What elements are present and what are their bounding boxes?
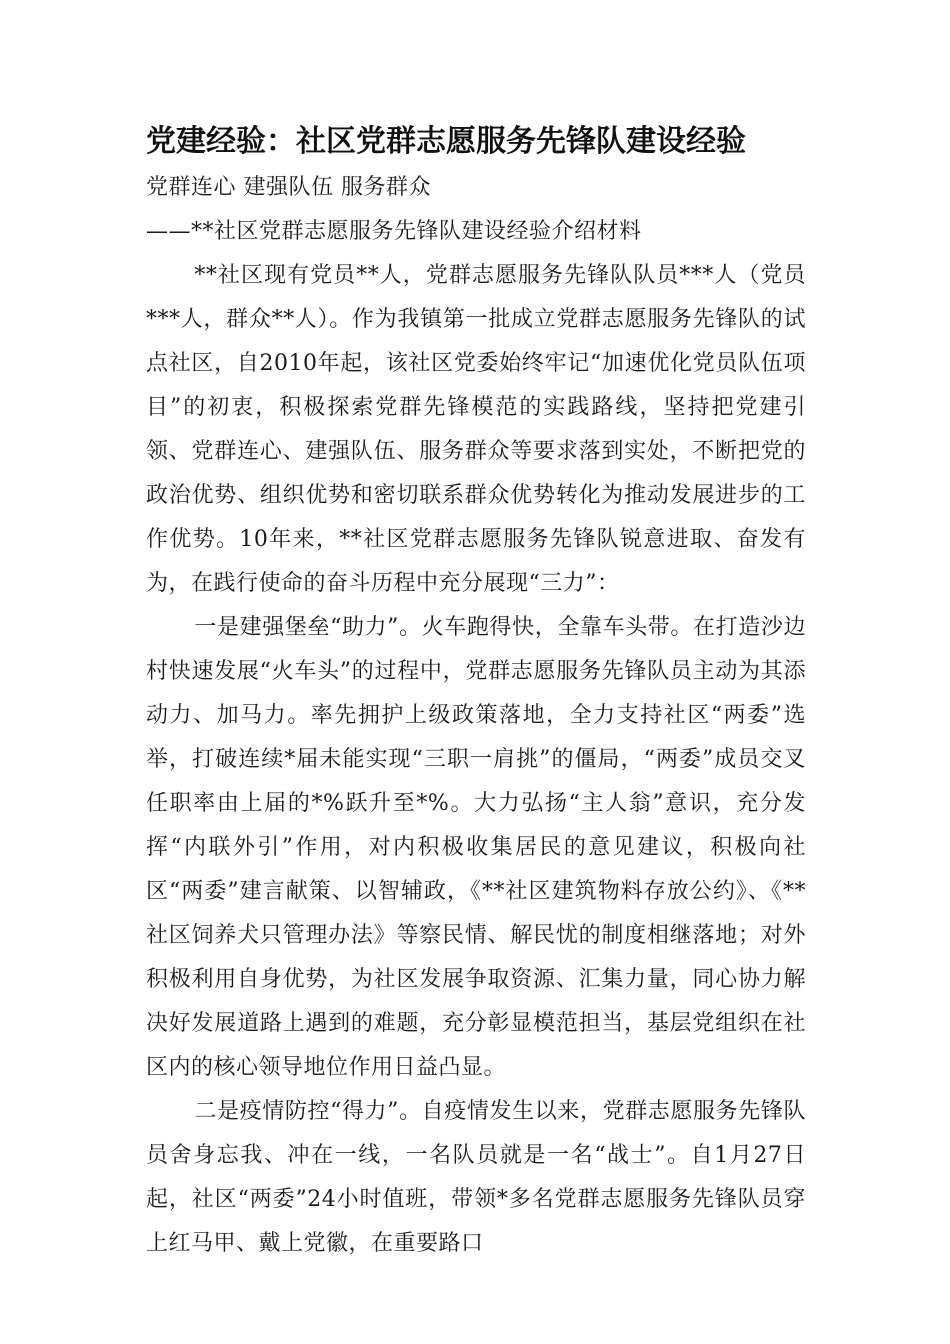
document-byline: ——**社区党群志愿服务先锋队建设经验介绍材料 bbox=[146, 219, 642, 244]
document-title: 党建经验：社区党群志愿服务先锋队建设经验 bbox=[146, 124, 746, 159]
document-subtitle: 党群连心 建强队伍 服务群众 bbox=[146, 175, 431, 200]
document-body bbox=[146, 166, 806, 1266]
paragraph-point-two: 二是疫情防控“得力”。自疫情发生以来，党群志愿服务先锋队员舍身忘我、冲在一线，一名队员就是一名“战士”。自1月27日起，社区“两委”24小时值班，带领*多名党群志愿服务先锋队员穿上红马甲、戴上党徽，在重要路口 bbox=[146, 1099, 806, 1256]
paragraph-intro: **社区现有党员**人，党群志愿服务先锋队队员***人（党员***人，群众**人）。作为我镇第一批成立党群志愿服务先锋队的试点社区，自2010年起，该社区党委始终牢记“加速优化党员队伍项目”的初衷，积极探索党群先锋模范的实践路线，坚持把党建引领、党群连心、建强队伍、服务群众等要求落到实处，不断把党的政治优势、组织优势和密切联系群众优势转化为推动发展进步的工作优势。10年来，**社区党群志愿服务先锋队锐意进取、奋发有为，在践行使命的奋斗历程中充分展现“三力”： bbox=[146, 263, 806, 596]
paragraph-point-one: 一是建强堡垒“助力”。火车跑得快，全靠车头带。在打造沙边村快速发展“火车头”的过程中，党群志愿服务先锋队员主动为其添动力、加马力。率先拥护上级政策落地，全力支持社区“两委”选举，打破连续*届未能实现“三职一肩挑”的僵局，“两委”成员交叉任职率由上届的*%跃升至*%。大力弘扬“主人翁”意识，充分发挥“内联外引”作用，对内积极收集居民的意见建议，积极向社区“两委”建言献策、以智辅政，《**社区建筑物料存放公约》、《**社区饲养犬只管理办法》等察民情、解民忧的制度相继落地；对外积极利用自身优势，为社区发展争取资源、汇集力量，同心协力解决好发展道路上遇到的难题，充分彰显模范担当，基层党组织在社区内的核心领导地位作用日益凸显。 bbox=[146, 615, 806, 1080]
